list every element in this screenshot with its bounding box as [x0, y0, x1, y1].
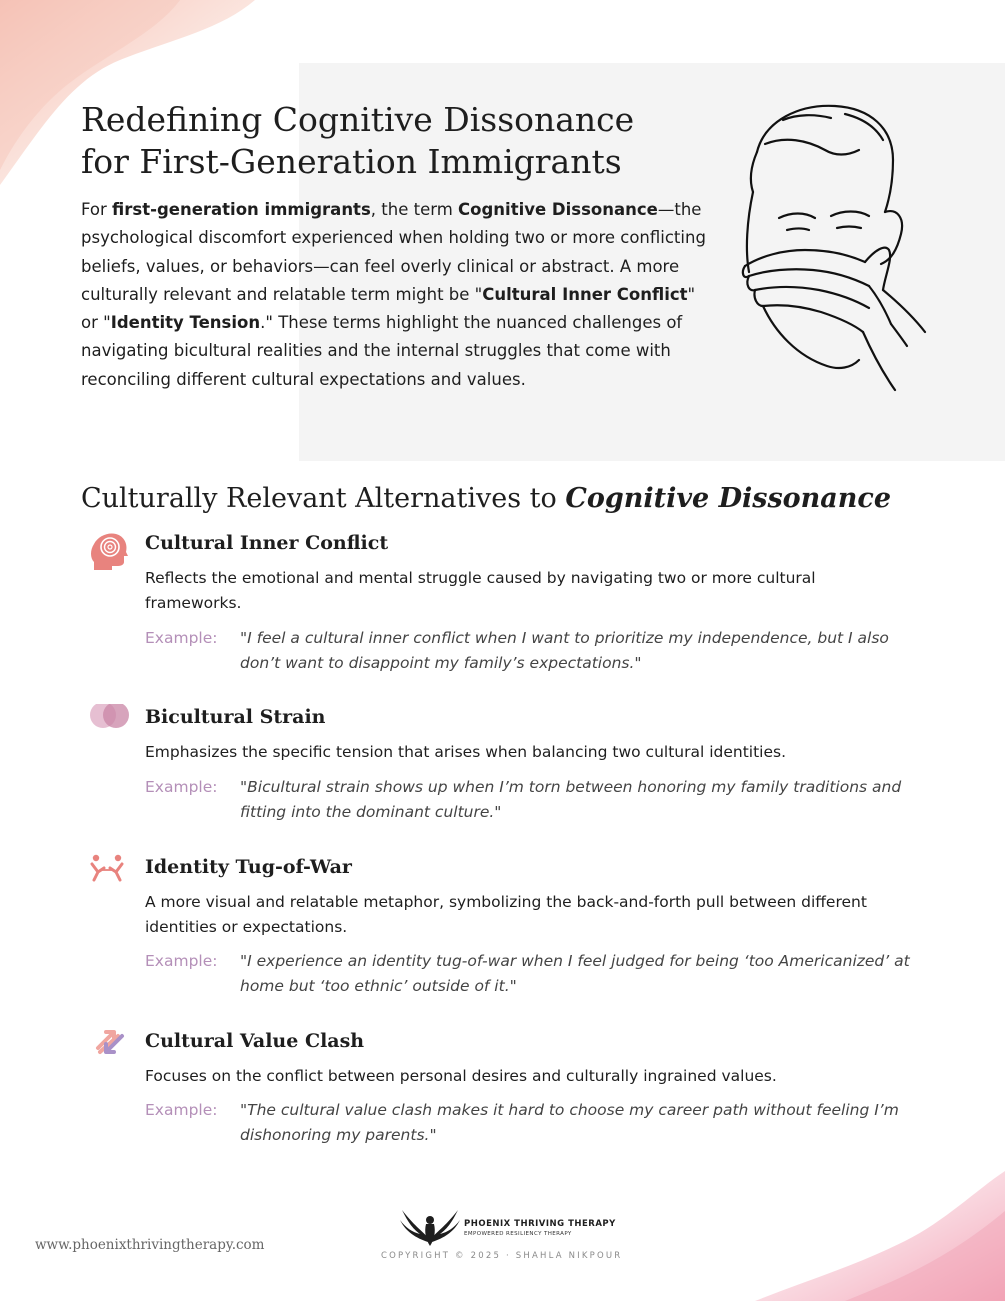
intro-bold-4: Identity Tension: [110, 313, 261, 333]
face-covered-by-hand-illustration: [735, 100, 935, 396]
alternative-description: Emphasizes the specific tension that arises when balancing two cultural identities.: [145, 743, 787, 761]
example-label: Example:: [145, 952, 218, 970]
alternative-description: Focuses on the conflict between personal desires and culturally ingrained values.: [145, 1067, 777, 1085]
intro-text-5: ." These terms highlight the nuanced challenges of navigating bicultural realities and the internal struggles that come with reconciling different cultural expectations and values.: [81, 313, 683, 389]
decorative-blob-bottom-right: [735, 1171, 1005, 1301]
intro-paragraph: [81, 196, 711, 394]
example-quote: "I experience an identity tug-of-war when I feel judged for being ‘too Americanized’ at home but ‘too ethnic’ outside of it.": [240, 952, 910, 995]
example-quote: "Bicultural strain shows up when I’m torn between honoring my family traditions and fitting into the dominant culture.": [240, 778, 902, 821]
copyright-text: COPYRIGHT © 2025 · SHAHLA NIKPOUR: [381, 1251, 623, 1261]
alternative-title: Identity Tug-of-War: [145, 856, 352, 878]
section-title-prefix: Culturally Relevant Alternatives to: [81, 483, 566, 514]
intro-text-1: For: [81, 200, 113, 219]
brand-tagline: EMPOWERED RESILIENCY THERAPY: [464, 1231, 572, 1237]
clashing-arrows-icon: [88, 1028, 132, 1072]
intro-bold-2: Cognitive Dissonance: [458, 200, 658, 219]
website-link[interactable]: www.phoenixthrivingtherapy.com: [35, 1237, 265, 1253]
alternative-title: Bicultural Strain: [145, 706, 326, 728]
intro-text-2: , the term: [370, 200, 459, 219]
example-quote: "The cultural value clash makes it hard to choose my career path without feeling I’m dishonoring my parents.": [240, 1101, 899, 1144]
section-title-emphasis: Cognitive Dissonance: [565, 483, 892, 514]
alternative-title: Cultural Value Clash: [145, 1030, 365, 1052]
alternative-description: Reflects the emotional and mental struggle caused by navigating two or more cultural frameworks.: [145, 569, 816, 612]
page-title: [81, 99, 701, 183]
intro-bold-1: first-generation immigrants: [112, 200, 371, 219]
alternative-description: A more visual and relatable metaphor, symbolizing the back-and-forth pull between different identities or expectations.: [145, 893, 867, 936]
intro-text-3: —the psychological discomfort experienced when holding two or more conflicting beliefs, values, or behaviors—can feel overly clinical or abstract. A more culturally relevant and relatable term might be ": [81, 200, 706, 304]
example-label: Example:: [145, 1101, 218, 1119]
example-quote: "I feel a cultural inner conflict when I want to prioritize my independence, but I also don’t want to disappoint my family’s expectations.": [240, 629, 889, 672]
intro-bold-3: Cultural Inner Conflict: [482, 284, 688, 304]
brand-name: PHOENIX THRIVING THERAPY: [464, 1219, 616, 1229]
page-title-line-1: Redefining Cognitive Dissonance: [81, 100, 635, 139]
page-title-line-2: for First-Generation Immigrants: [81, 142, 622, 181]
head-spiral-icon: [88, 530, 132, 574]
phoenix-logo-icon: [398, 1206, 462, 1248]
example-label: Example:: [145, 629, 218, 647]
example-label: Example:: [145, 778, 218, 796]
section-title: [81, 480, 892, 518]
alternative-title: Cultural Inner Conflict: [145, 532, 389, 554]
overlapping-circles-icon: [88, 704, 132, 748]
tug-of-war-icon: [88, 854, 132, 898]
intro-text-4: " or ": [81, 284, 696, 333]
